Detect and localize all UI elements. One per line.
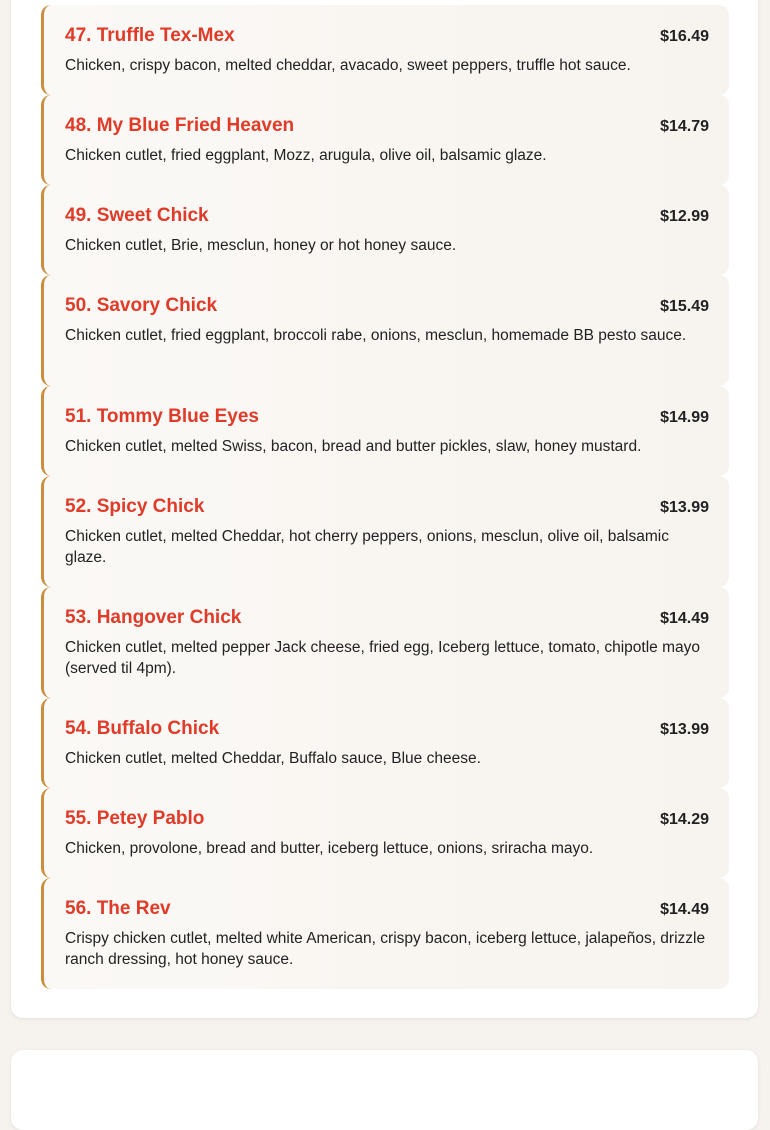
menu-item-description: Chicken cutlet, melted Cheddar, Buffalo sauce, Blue cheese. xyxy=(65,750,481,767)
menu-item-description: Chicken cutlet, melted Cheddar, hot cherry peppers, onions, mesclun, olive oil, balsamic glaze. xyxy=(65,528,669,566)
menu-item[interactable] xyxy=(41,275,729,386)
menu-item-price: $14.99 xyxy=(660,409,709,426)
menu-item-description: Chicken cutlet, fried eggplant, broccoli rabe, onions, mesclun, homemade BB pesto sauce. xyxy=(65,327,687,344)
menu-item-description: Chicken, provolone, bread and butter, iceberg lettuce, onions, sriracha mayo. xyxy=(65,840,594,857)
menu-item-price: $14.29 xyxy=(660,811,709,828)
menu-item-price: $16.49 xyxy=(660,28,709,45)
menu-item-price: $14.79 xyxy=(660,118,709,135)
menu-item-price: $13.99 xyxy=(660,721,709,738)
menu-item-description: Chicken cutlet, fried eggplant, Mozz, arugula, olive oil, balsamic glaze. xyxy=(65,147,547,164)
menu-item[interactable] xyxy=(41,698,729,788)
menu-item[interactable] xyxy=(41,788,729,878)
menu-item-name: 54. Buffalo Chick xyxy=(65,718,220,739)
menu-item-price: $13.99 xyxy=(660,499,709,516)
menu-item-description: Chicken cutlet, melted pepper Jack cheese, fried egg, Iceberg lettuce, tomato, chipotle mayo (served til 4pm). xyxy=(65,639,700,677)
menu-item[interactable] xyxy=(41,878,729,989)
menu-item-price: $15.49 xyxy=(660,298,709,315)
menu-item-price: $14.49 xyxy=(660,610,709,627)
menu-item[interactable] xyxy=(41,476,729,587)
menu-item-description: Chicken cutlet, melted Swiss, bacon, bread and butter pickles, slaw, honey mustard. xyxy=(65,438,642,455)
menu-item-name: 47. Truffle Tex-Mex xyxy=(65,25,235,46)
menu-items-list xyxy=(41,5,729,989)
next-menu-section-card xyxy=(11,1050,758,1130)
menu-item-description: Crispy chicken cutlet, melted white American, crispy bacon, iceberg lettuce, jalapeños, drizzle ranch dressing, hot honey sauce. xyxy=(65,930,706,968)
menu-item-price: $12.99 xyxy=(660,208,709,225)
menu-item-name: 52. Spicy Chick xyxy=(65,496,205,517)
menu-item-name: 56. The Rev xyxy=(65,898,171,919)
menu-item-name: 50. Savory Chick xyxy=(65,295,218,316)
menu-item-name: 49. Sweet Chick xyxy=(65,205,209,226)
menu-item-price: $14.49 xyxy=(660,901,709,918)
menu-item-name: 48. My Blue Fried Heaven xyxy=(65,115,295,136)
menu-item-description: Chicken cutlet, Brie, mesclun, honey or hot honey sauce. xyxy=(65,237,457,254)
menu-section-card xyxy=(11,0,758,1018)
menu-item[interactable] xyxy=(41,587,729,698)
menu-item[interactable] xyxy=(41,386,729,476)
menu-item-name: 53. Hangover Chick xyxy=(65,607,242,628)
menu-item-name: 51. Tommy Blue Eyes xyxy=(65,406,259,427)
menu-item-description: Chicken, crispy bacon, melted cheddar, avacado, sweet peppers, truffle hot sauce. xyxy=(65,57,631,74)
menu-item-name: 55. Petey Pablo xyxy=(65,808,205,829)
menu-item[interactable] xyxy=(41,95,729,185)
menu-item[interactable] xyxy=(41,5,729,95)
menu-item[interactable] xyxy=(41,185,729,275)
